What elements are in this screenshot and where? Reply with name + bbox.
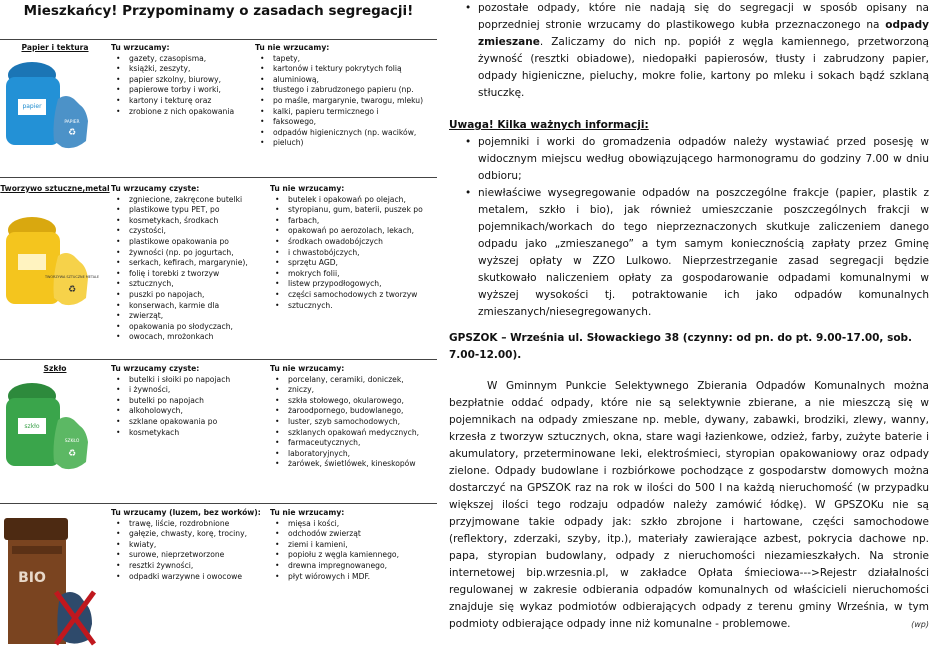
no-list [270, 195, 423, 312]
list-item: • surowe, nieprzetworzone [111, 550, 261, 561]
list-item: • kalki, papieru termicznego i [255, 107, 423, 118]
no-column [270, 364, 419, 470]
list-item: • żaroodpornego, budowlanego, [270, 406, 419, 417]
yes-column [111, 364, 230, 438]
svg-text:♻: ♻ [67, 128, 77, 138]
bin-label: papier [22, 103, 42, 110]
list-item: • folię i torebki z tworzyw [111, 269, 248, 280]
list-item: • farbach, [270, 216, 423, 227]
list-item: • konserwach, karmie dla [111, 301, 248, 312]
list-item: • serkach, kefirach, margarynie), [111, 258, 248, 269]
segregation-table [0, 0, 437, 652]
list-item: • popiołu z węgla kamiennego, [270, 550, 399, 561]
list-item: • sprzętu AGD, [270, 258, 423, 269]
list-item: • styropianu, gum, baterii, puszek po [270, 205, 423, 216]
list-item: • opakowań po aerozolach, lekach, [270, 226, 423, 237]
category-label: Szkło [43, 364, 67, 373]
no-list [255, 54, 423, 149]
section-paper [0, 43, 437, 175]
yes-header: Tu wrzucamy czyste: [111, 184, 200, 193]
list-item: • odchodów zwierząt [270, 529, 399, 540]
list-item: • papier szkolny, biurowy, [111, 75, 234, 86]
list-item: • kosmetykach [111, 428, 230, 439]
svg-text:♻: ♻ [67, 285, 77, 295]
list-item: • plastikowe opakowania po [111, 237, 248, 248]
list-item: • niewłaściwe wysegregowanie odpadów na poszczególne frakcje (papier, plastik z metalem, szkło i bio), jak również umieszczanie poszczególnych frakcji w pojemnikach/workach do tego nieprzeznaczonych skutkuje zaliczeniem danego odpadu jako „zmieszanego” a tym samym koniecznością zapłaty przez Gminę wyższej opłaty w ZZO Lulkowo. Nieprzestrzeganie zasad segregacji będzie skutkowało naliczeniem opłaty za gospodarowanie odpadami komunalnymi w wyższej wysokości tj. potraktowanie ich jako odpadów komunalnych zmieszanych/niesegregowanych. [449, 185, 929, 321]
list-item: • i żywności, [111, 385, 230, 396]
yes-header: Tu wrzucamy: [111, 43, 170, 52]
list-item: • po maśle, margarynie, twarogu, mleku) [255, 96, 423, 107]
list-item: • szklane opakowania po [111, 417, 230, 428]
yes-header: Tu wrzucamy czyste: [111, 364, 200, 373]
page-title: Mieszkańcy! Przypominamy o zasadach segregacji! [23, 3, 414, 19]
bio-bin-icon [0, 512, 100, 648]
list-item: • czystości, [111, 226, 248, 237]
list-item: • sztucznych, [111, 279, 248, 290]
divider [0, 503, 437, 504]
no-header: Tu nie wrzucamy: [270, 508, 345, 517]
list-item: • środkach owadobójczych [270, 237, 423, 248]
bin-label: szkło [24, 423, 40, 430]
svg-text:♻: ♻ [67, 449, 77, 459]
no-column [270, 184, 423, 311]
plastic-bin-icon [0, 212, 100, 312]
bag-label: PAPIER [64, 120, 80, 125]
category-label: Tworzywo sztuczne,metal [0, 184, 110, 193]
list-item: • trawę, liście, rozdrobnione [111, 519, 261, 530]
list-item: • aluminiową, [255, 75, 423, 86]
list-item: • faksowego, [255, 117, 423, 128]
no-header: Tu nie wrzucamy: [270, 364, 345, 373]
list-item: • tłustego i zabrudzonego papieru (np. [255, 85, 423, 96]
list-item: • płyt wiórowych i MDF. [270, 572, 399, 583]
list-item: • papierowe torby i worki, [111, 85, 234, 96]
section-bio [0, 508, 437, 648]
list-item: • pozostałe odpady, które nie nadają się do segregacji w sposób opisany na poprzedniej stronie wrzucamy do plastikowego kubła przeznaczonego na odpady zmieszane. Zaliczamy do nich np. popiół z węgla kamiennego, przetworzoną żywność (resztki obiadowe), niedopałki papierosów, tłusty i zabrudzony papier, odpady higieniczne, pieluchy, mokre folie, kartony po mleku i sokach bądź szklaną stłuczkę. [449, 0, 929, 102]
list-item: • zwierząt, [111, 311, 248, 322]
category-label: Papier i tektura [21, 43, 89, 52]
list-item: • książki, zeszyty, [111, 64, 234, 75]
bag-label: SZKŁO [64, 439, 80, 444]
yes-list [111, 519, 261, 583]
list-item: • kartonów i tektury pokrytych folią [255, 64, 423, 75]
divider [0, 177, 437, 178]
important-info-heading: Uwaga! Kilka ważnych informacji: [449, 119, 649, 131]
list-item: • zgniecione, zakręcone butelki [111, 195, 248, 206]
list-item: • odpadki warzywne i owocowe [111, 572, 261, 583]
list-item: • opakowania po słodyczach, [111, 322, 248, 333]
list-item: • butelek i opakowań po olejach, [270, 195, 423, 206]
yes-list [111, 195, 248, 343]
list-item: • mokrych folii, [270, 269, 423, 280]
list-item: • porcelany, ceramiki, doniczek, [270, 375, 419, 386]
yes-header: Tu wrzucamy (luzem, bez worków): [111, 508, 261, 517]
list-item: • szkła stołowego, okularowego, [270, 396, 419, 407]
glass-bin-icon [0, 376, 100, 476]
list-item: • puszki po napojach, [111, 290, 248, 301]
list-item: • szklanych opakowań medycznych, [270, 428, 419, 439]
list-item: • drewna impregnowanego, [270, 561, 399, 572]
list-item: • alkoholowych, [111, 406, 230, 417]
list-item: • ziemi i kamieni, [270, 540, 399, 551]
list-item: • mięsa i kości, [270, 519, 399, 530]
list-item: • listew przypodłogowych, [270, 279, 423, 290]
list-item: • plastikowe typu PET, po [111, 205, 248, 216]
no-column [270, 508, 399, 582]
divider [0, 359, 437, 360]
no-list [270, 519, 399, 583]
list-item: • laboratoryjnych, [270, 449, 419, 460]
list-item: • żarówek, świetlówek, kineskopów [270, 459, 419, 470]
list-item: • gazety, czasopisma, [111, 54, 234, 65]
list-item: • części samochodowych z tworzyw [270, 290, 423, 301]
no-column [255, 43, 423, 149]
list-item: • zrobione z nich opakowania [111, 107, 234, 118]
list-item: • sztucznych. [270, 301, 423, 312]
bag-label: TWORZYWA SZTUCZNE METALE [44, 275, 100, 279]
list-item: • odpadów higienicznych (np. wacików, [255, 128, 423, 139]
list-item: • kwiaty, [111, 540, 261, 551]
signature: (wp) [911, 620, 929, 629]
yes-list [111, 54, 234, 118]
list-item: • butelki po napojach [111, 396, 230, 407]
section-plastic-metal [0, 184, 437, 356]
gpszok-text: W Gminnym Punkcie Selektywnego Zbierania Odpadów Komunalnych można bezpłatnie oddać odpady, które nie są selektywnie zbierane, a nie mieszczą się w pojemnikach na odpady zmieszane np. meble, dywany, zabawki, brodziki, zlewy, wanny, krzesła z tworzyw sztucznych, okna, stare wagi łazienkowe, odzież, farby, zużyte baterie i akumulatory, przeterminowane leki, elektrośmieci, styropian opakowaniowy oraz odpady zielone. Odpady budowlane i rozbiórkowe pochodzące z gospodarstw domowych można dostarczyć na GPSZOK raz na rok w ilości do 500 l na każdą nieruchomość (w przypadku większej ilości tego rodzaju odpadów należy zamówić łódkę). W GPSZOKu nie są przyjmowane takie odpady jak: szkło zbrojone i hartowane, części samochodowe (reflektory, zderzaki, szyby, itp.), materiały zawierające azbest, pokrycia dachowe np. papa, styropian budowlany, odpady z nieruchomości niezamieszkałych. Na stronie internetowej bip.wrzesnia.pl, w zakładce Opłata śmieciowa--->Rejestr działalności regulowanej w zakresie odbierania odpadów komunalnych od właścicieli nieruchomości znajduje się wykaz podmiotów odbierających odpady z terenu gminy Września, w tym podmioty odbierające odpady inne niż komunalne - problemowe. (wp) [449, 378, 929, 633]
yes-list [111, 375, 230, 439]
list-item: • luster, szyb samochodowych, [270, 417, 419, 428]
bin-label: BIO [18, 570, 46, 586]
list-item: • owocach, mrożonkach [111, 332, 248, 343]
list-item: • pojemniki i worki do gromadzenia odpadów należy wystawiać przed posesję w widocznym miejscu według obowiązującego harmonogramu do godziny 7.00 w dniu odbioru; [449, 134, 929, 185]
divider [0, 39, 437, 40]
yes-column [111, 508, 261, 582]
no-header: Tu nie wrzucamy: [270, 184, 345, 193]
list-item: • kosmetykach, środkach [111, 216, 248, 227]
list-item: • tapety, [255, 54, 423, 65]
list-item: • kartony i tekturę oraz [111, 96, 234, 107]
important-info-list [449, 134, 929, 321]
yes-column [111, 43, 234, 117]
no-header: Tu nie wrzucamy: [255, 43, 330, 52]
list-item: • butelki i słoiki po napojach [111, 375, 230, 386]
yes-column [111, 184, 248, 343]
list-item: • resztki żywności, [111, 561, 261, 572]
list-item: • zniczy, [270, 385, 419, 396]
list-item: • i chwastobójczych, [270, 248, 423, 259]
gpszok-heading: GPSZOK – Września ul. Słowackiego 38 (czynny: od pn. do pt. 9.00-17.00, sob. 7.00-12.00). [449, 332, 913, 361]
paper-bin-icon [0, 55, 100, 155]
list-item: • pieluch) [255, 138, 423, 149]
list-item: • farmaceutycznych, [270, 438, 419, 449]
list-item: • gałęzie, chwasty, korę, trociny, [111, 529, 261, 540]
list-item: • żywności (np. po jogurtach, [111, 248, 248, 259]
mixed-waste-info [449, 0, 929, 102]
section-glass [0, 364, 437, 496]
no-list [270, 375, 419, 470]
